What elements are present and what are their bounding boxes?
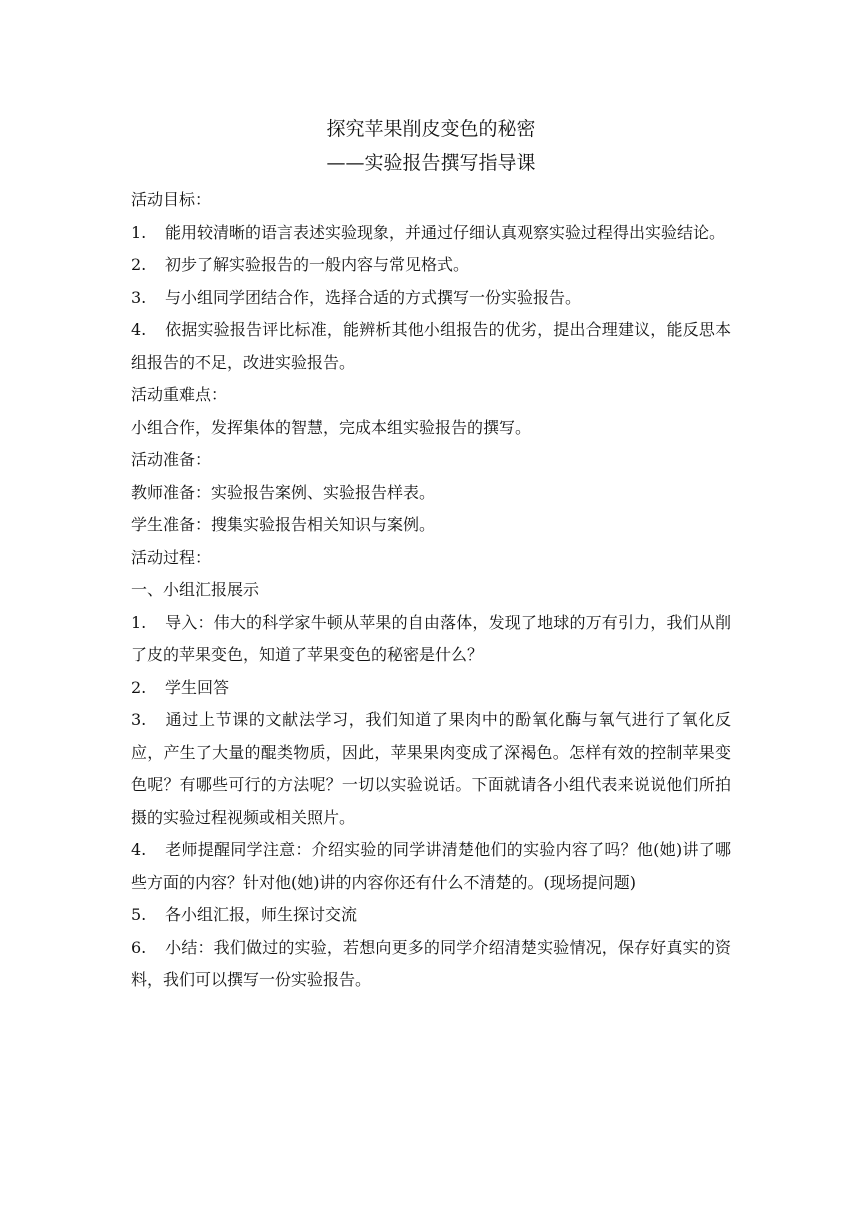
- goal-number: 3.: [131, 287, 147, 307]
- document-subtitle: ——实验报告撰写指导课: [326, 152, 536, 174]
- goal-item: [131, 314, 731, 379]
- document-body: [131, 112, 731, 997]
- goal-text: 依据实验报告评比标准，能辨析其他小组报告的优劣，提出合理建议，能反思本组报告的不足，改进实验报告。: [131, 320, 731, 372]
- goal-number: 2.: [131, 255, 147, 274]
- step-text: 导入：伟大的科学家牛顿从苹果的自由落体，发现了地球的万有引力，我们从削了皮的苹果变色，知道了苹果变色的秘密是什么？: [131, 612, 731, 664]
- key-points-heading: 活动重难点：: [131, 385, 228, 404]
- step-text: 小结：我们做过的实验，若想向更多的同学介绍清楚实验情况，保存好真实的资料，我们可以撰写一份实验报告。: [131, 937, 731, 989]
- step-item: [131, 899, 731, 932]
- goal-number: 1.: [131, 222, 147, 242]
- goal-item: [131, 217, 731, 250]
- step-text: 老师提醒同学注意：介绍实验的同学讲清楚他们的实验内容了吗？他(她)讲了哪些方面的内容？针对他(她)讲的内容你还有什么不清楚的。(现场提问题): [131, 840, 731, 892]
- goals-heading: 活动目标：: [131, 190, 212, 209]
- goal-number: 4.: [131, 320, 147, 339]
- section-heading: 一、小组汇报展示: [131, 580, 260, 599]
- goal-text: 初步了解实验报告的一般内容与常见格式。: [165, 255, 470, 274]
- prep-student: 学生准备：搜集实验报告相关知识与案例。: [131, 515, 436, 534]
- step-number: 3.: [131, 710, 147, 729]
- document-title: 探究苹果削皮变色的秘密: [326, 118, 536, 140]
- prep-heading: 活动准备：: [131, 450, 212, 469]
- step-number: 2.: [131, 677, 147, 697]
- step-text: 通过上节课的文献法学习，我们知道了果肉中的酚氧化酶与氧气进行了氧化反应，产生了大量的醌类物质，因此，苹果果肉变成了深褐色。怎样有效的控制苹果变色呢？有哪些可行的方法呢？一切以实验说话。下面就请各小组代表来说说他们所拍摄的实验过程视频或相关照片。: [131, 710, 731, 827]
- step-item: [131, 672, 731, 705]
- goal-text: 能用较清晰的语言表述实验现象，并通过仔细认真观察实验过程得出实验结论。: [165, 222, 726, 242]
- step-number: 6.: [131, 937, 147, 957]
- step-text: 各小组汇报，师生探讨交流: [165, 905, 358, 924]
- step-item: [131, 704, 731, 834]
- step-item: [131, 834, 731, 899]
- step-item: [131, 607, 731, 672]
- step-number: 1.: [131, 612, 147, 632]
- step-number: 5.: [131, 905, 147, 924]
- step-number: 4.: [131, 840, 147, 859]
- goal-item: [131, 282, 731, 315]
- process-heading: 活动过程：: [131, 547, 212, 567]
- key-points-text: 小组合作，发挥集体的智慧，完成本组实验报告的撰写。: [131, 417, 532, 437]
- step-text: 学生回答: [165, 677, 230, 697]
- goal-item: [131, 249, 731, 282]
- goal-text: 与小组同学团结合作，选择合适的方式撰写一份实验报告。: [165, 287, 582, 307]
- step-item: [131, 932, 731, 997]
- prep-teacher: 教师准备：实验报告案例、实验报告样表。: [131, 482, 436, 502]
